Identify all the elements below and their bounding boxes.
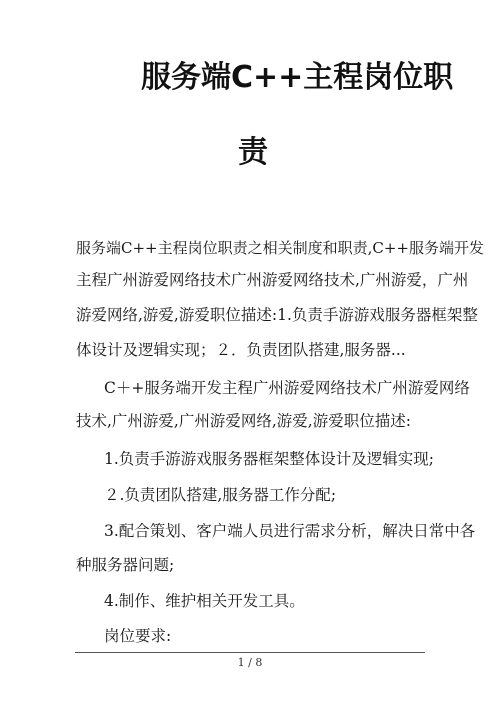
duty-item-3-line-2: 种服务器问题;: [76, 556, 175, 574]
requirements-heading: 岗位要求:: [104, 627, 172, 645]
page-indicator: 1 / 8: [237, 656, 263, 669]
document-title-line-2: 责: [238, 135, 268, 170]
footer-divider: [75, 652, 425, 653]
duty-item-4: 4.制作、维护相关开发工具。: [104, 592, 305, 610]
document-title-line-1: 服务端C++主程岗位职: [141, 60, 454, 95]
duty-item-2: ２.负责团队搭建,服务器工作分配;: [104, 486, 337, 504]
paragraph-1-line-1: 服务端C++主程岗位职责之相关制度和职责,C++服务端开发: [76, 239, 484, 257]
duty-item-1: 1.负责手游游戏服务器框架整体设计及逻辑实现;: [104, 450, 435, 468]
duty-item-3-line-1: 3.配合策划、客户端人员进行需求分析，解决日常中各: [104, 522, 476, 540]
paragraph-1-line-4: 体设计及逻辑实现；２．负责团队搭建,服务器...: [76, 341, 406, 359]
paragraph-1-line-3: 游爱网络,游爱,游爱职位描述:1.负责手游游戏服务器框架整: [76, 306, 478, 324]
paragraph-2-line-2: 技术,广州游爱,广州游爱网络,游爱,游爱职位描述:: [76, 412, 411, 430]
paragraph-1-line-2: 主程广州游爱网络技术广州游爱网络技术,广州游爱，广州: [76, 271, 469, 289]
paragraph-2-line-1: C＋+服务端开发主程广州游爱网络技术广州游爱网络: [104, 379, 470, 397]
